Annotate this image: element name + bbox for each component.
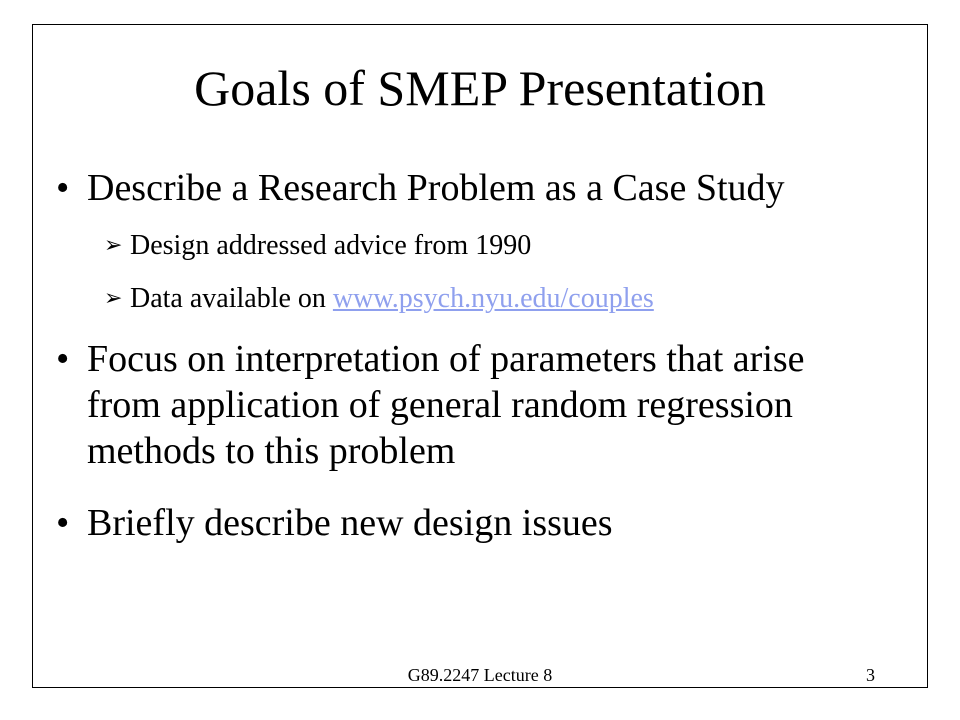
sub-bullet-text: Data available on [130, 283, 333, 314]
slide-title: Goals of SMEP Presentation [194, 60, 766, 116]
arrow-bullet-icon: ➢ [104, 233, 123, 258]
page-number: 3 [866, 665, 875, 685]
bullet-marker: • [56, 167, 70, 209]
couples-data-link[interactable]: www.psych.nyu.edu/couples [332, 283, 654, 314]
bullet-text [87, 336, 805, 474]
bullet-text-line: methods to this problem [87, 430, 456, 472]
bullet-text: Describe a Research Problem as a Case Study [87, 167, 785, 209]
bullet-marker: • [56, 502, 70, 544]
bullet-text-line: from application of general random regression [87, 384, 793, 426]
sub-bullet-item [104, 282, 654, 316]
slide-footer: G89.2247 Lecture 8 [407, 665, 553, 685]
bullet-text-line: Focus on interpretation of parameters that arise [87, 338, 805, 380]
bullet-text: Briefly describe new design issues [87, 502, 613, 544]
sub-bullet-item [104, 229, 531, 263]
arrow-bullet-icon: ➢ [104, 286, 123, 311]
bullet-marker: • [56, 338, 70, 380]
sub-bullet-text: Design addressed advice from 1990 [130, 230, 532, 261]
